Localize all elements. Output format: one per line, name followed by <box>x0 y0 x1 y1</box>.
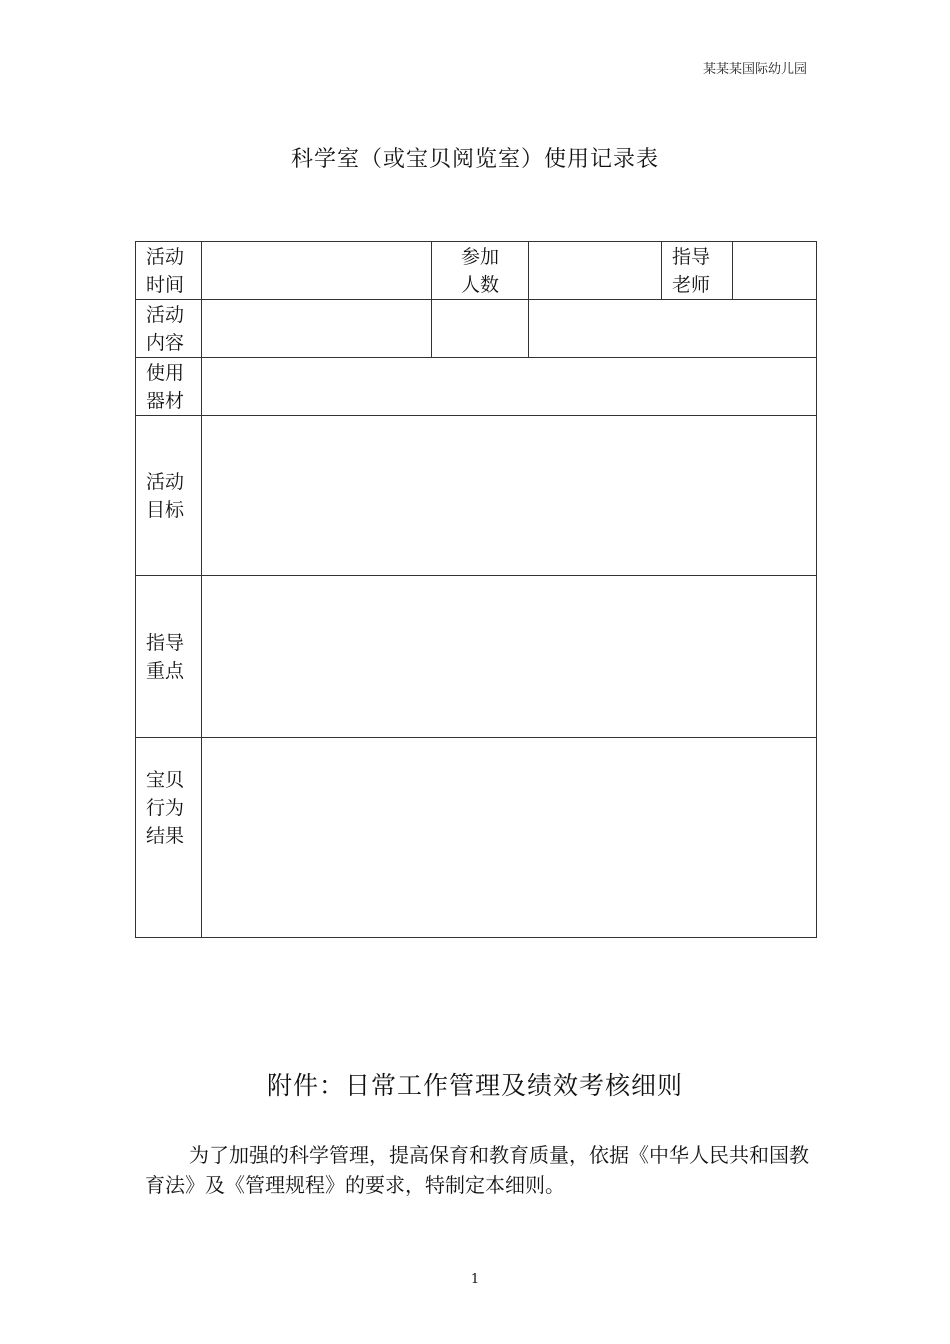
page-number: 1 <box>470 1272 480 1287</box>
label-activity-content: 活动 内容 <box>136 300 202 358</box>
table-row-equipment <box>136 358 817 416</box>
table-row-focus <box>136 576 817 738</box>
field-activity-goal[interactable] <box>202 416 817 576</box>
label-behavior-result: 宝贝 行为 结果 <box>136 738 202 938</box>
label-guidance-focus: 指导 重点 <box>136 576 202 738</box>
record-table <box>135 241 817 938</box>
field-teacher[interactable] <box>733 242 817 300</box>
table-row-content <box>136 300 817 358</box>
label-activity-goal: 活动 目标 <box>136 416 202 576</box>
table-row-time <box>136 242 817 300</box>
label-equipment: 使用 器材 <box>136 358 202 416</box>
field-equipment[interactable] <box>202 358 817 416</box>
field-activity-time[interactable] <box>202 242 432 300</box>
label-participants: 参加 人数 <box>432 242 529 300</box>
field-guidance-focus[interactable] <box>202 576 817 738</box>
field-behavior-result[interactable] <box>202 738 817 938</box>
table-row-result <box>136 738 817 938</box>
header-org-name: 某某某国际幼儿园 <box>702 62 807 77</box>
appendix-paragraph: 为了加强的科学管理，提高保育和教育质量，依据《中华人民共和国教育法》及《管理规程》的要求，特制定本细则。 <box>145 1143 809 1197</box>
appendix-title: 附件：日常工作管理及绩效考核细则 <box>266 1071 683 1100</box>
table-row-goal <box>136 416 817 576</box>
field-participants[interactable] <box>529 242 662 300</box>
form-title: 科学室（或宝贝阅览室）使用记录表 <box>290 147 659 172</box>
field-content-wide[interactable] <box>529 300 817 358</box>
field-activity-content[interactable] <box>202 300 432 358</box>
field-content-extra[interactable] <box>432 300 529 358</box>
label-activity-time: 活动 时间 <box>136 242 202 300</box>
label-teacher: 指导 老师 <box>662 242 733 300</box>
